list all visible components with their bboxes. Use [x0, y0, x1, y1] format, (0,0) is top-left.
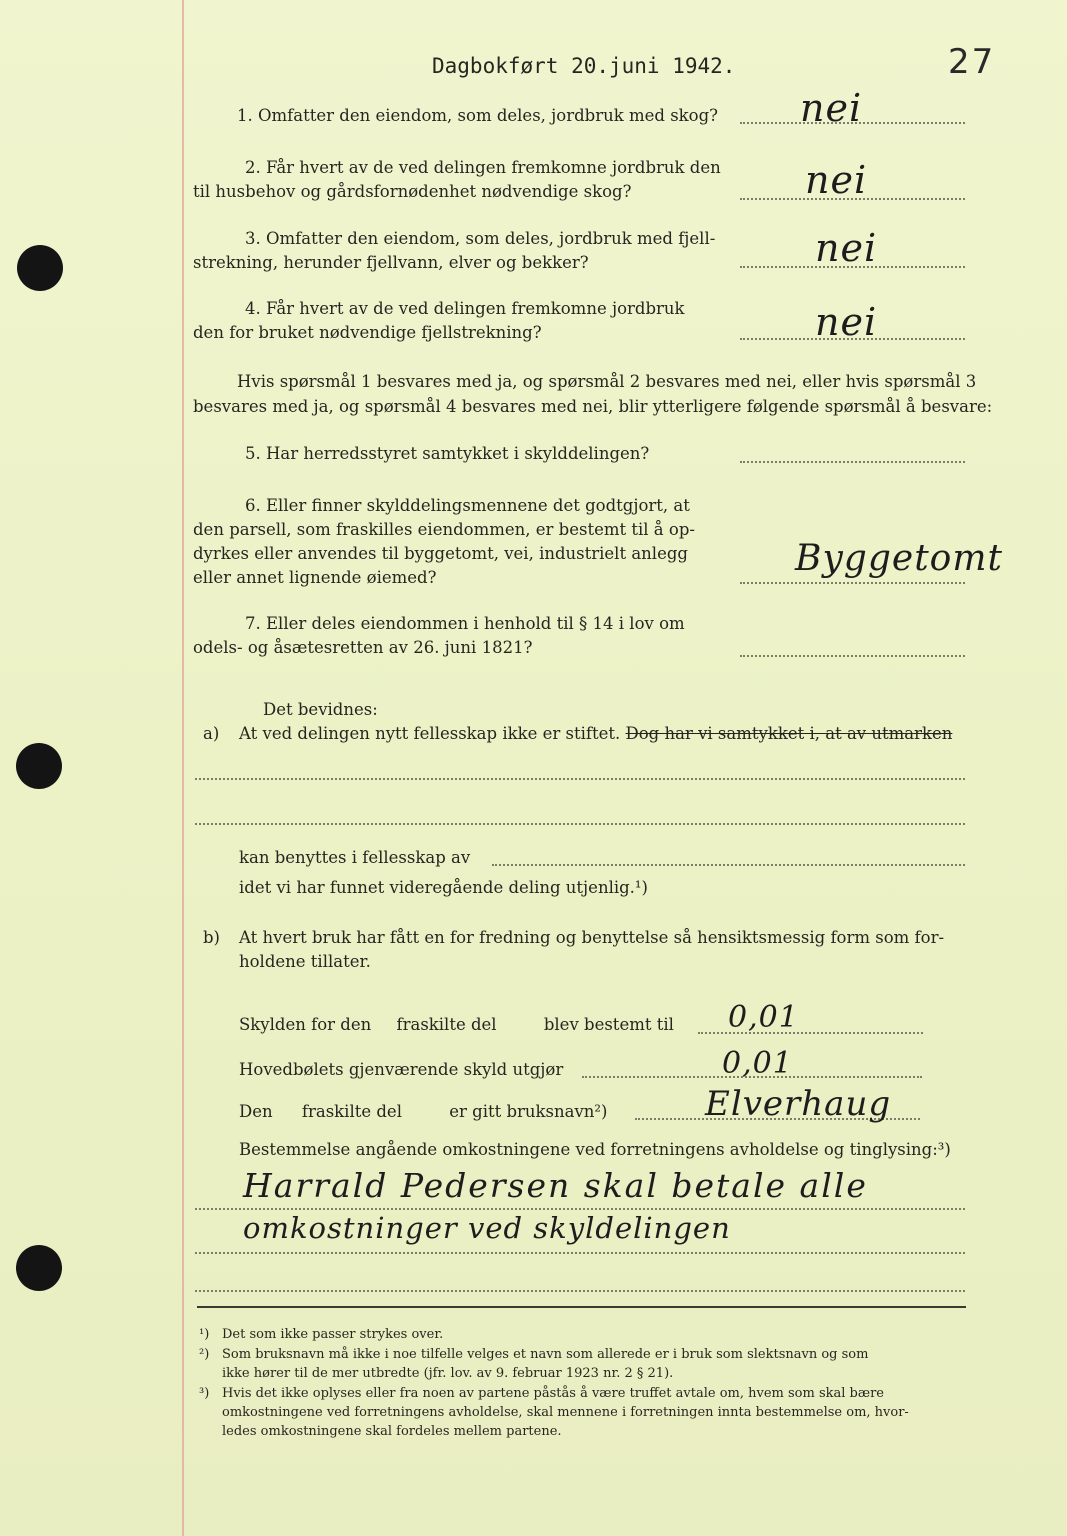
answer-6: Byggetomt — [795, 538, 1003, 579]
attest-b-line-1: At hvert bruk har fått en for fredning og benyttelse så hensiktsmessig form som for- — [239, 928, 945, 947]
margin-line — [182, 0, 184, 1536]
dagbok-stamp: Dagbokført 20.juni 1942. — [432, 54, 736, 78]
hoved-label: Hovedbølets gjenværende skyld utgjør — [239, 1060, 564, 1079]
punch-hole — [17, 245, 63, 291]
answer-line — [740, 582, 965, 584]
question-text: Får hvert av de ved delingen fremkomne jordbruk — [266, 299, 685, 318]
skyld-value: 0,01 — [728, 1000, 799, 1035]
blank-line — [195, 823, 965, 825]
attest-heading: Det bevidnes: — [263, 700, 378, 719]
skyld-label — [239, 1013, 674, 1037]
shared-use-line — [492, 864, 965, 866]
question-5 — [245, 442, 649, 466]
punch-hole — [16, 1245, 62, 1291]
footnote-3-line-3: ledes omkostningene skal fordeles mellem partene. — [222, 1424, 562, 1439]
shared-use-reason: idet vi har funnet videregående deling utjenlig.¹) — [239, 878, 648, 897]
hoved-value: 0,01 — [722, 1046, 793, 1081]
answer-2: nei — [805, 158, 868, 202]
footnote-3-line-1: Hvis det ikke oplyses eller fra noen av partene påstås å være truffet avtale om, hvem som skal bære — [222, 1386, 884, 1401]
question-text: Har herredsstyret samtykket i skylddelingen? — [266, 444, 650, 463]
attest-a-text: At ved delingen nytt fellesskap ikke er stiftet. — [239, 724, 621, 743]
attest-b-label: b) — [203, 928, 220, 947]
question-text: Eller deles eiendommen i henhold til § 14 i lov om — [266, 614, 685, 633]
question-6-line-4: eller annet lignende øiemed? — [193, 568, 437, 587]
question-3 — [245, 227, 715, 251]
shared-use-label: kan benyttes i fellesskap av — [239, 848, 471, 867]
attest-a — [239, 722, 952, 746]
kost-label: Bestemmelse angående omkostningene ved forretningens avholdelse og tinglysing:³) — [239, 1140, 951, 1159]
blank-line — [195, 778, 965, 780]
footnote-rule — [197, 1306, 966, 1308]
kost-line-1: Harrald Pedersen skal betale alle — [243, 1166, 868, 1205]
navn-value: Elverhaug — [705, 1084, 892, 1124]
skyld-label-part: fraskilte del — [396, 1015, 497, 1034]
answer-line — [740, 655, 965, 657]
footnote-3-line-2: omkostningene ved forretningens avholdelse, skal mennene i forretningen innta bestemmelse om, hvor- — [222, 1405, 909, 1420]
condition-line-2: besvares med ja, og spørsmål 4 besvares med nei, blir ytterligere følgende spørsmål å besvare: — [193, 397, 993, 416]
question-7-line-2: odels- og åsætesretten av 26. juni 1821? — [193, 638, 533, 657]
question-number: 4. — [245, 299, 261, 318]
kost-line — [195, 1252, 965, 1254]
question-text: Omfatter den eiendom, som deles, jordbruk med skog? — [258, 106, 719, 125]
question-6-line-2: den parsell, som fraskilles eiendommen, er bestemt til å op- — [193, 520, 695, 539]
footnote-1: Det som ikke passer strykes over. — [222, 1327, 444, 1342]
navn-label-part: fraskilte del — [301, 1102, 402, 1121]
question-number: 6. — [245, 496, 261, 515]
question-2 — [245, 156, 721, 180]
attest-a-struck: Dog har vi samtykket i, at av utmarken — [625, 724, 953, 743]
question-4-line-2: den for bruket nødvendige fjellstrekning? — [193, 323, 542, 342]
question-text: Får hvert av de ved delingen fremkomne jordbruk den — [266, 158, 721, 177]
answer-4: nei — [815, 300, 878, 344]
attest-b-line-2: holdene tillater. — [239, 952, 371, 971]
question-text: Omfatter den eiendom, som deles, jordbruk med fjell- — [266, 229, 716, 248]
footnote-1-mark: ¹) — [199, 1327, 210, 1342]
answer-3: nei — [815, 226, 878, 270]
question-3-line-2: strekning, herunder fjellvann, elver og bekker? — [193, 253, 589, 272]
kost-line — [195, 1290, 965, 1292]
question-1 — [237, 104, 718, 128]
condition-line-1: Hvis spørsmål 1 besvares med ja, og spørsmål 2 besvares med nei, eller hvis spørsmål 3 — [237, 372, 977, 391]
footnote-2-line-2: ikke hører til de mer utbredte (jfr. lov. av 9. februar 1923 nr. 2 § 21). — [222, 1366, 674, 1381]
question-number: 7. — [245, 614, 261, 633]
question-2-line-2: til husbehov og gårdsfornødenhet nødvendige skog? — [193, 182, 632, 201]
question-4 — [245, 297, 685, 321]
question-7 — [245, 612, 685, 636]
navn-label-part: Den — [239, 1102, 273, 1121]
question-number: 5. — [245, 444, 261, 463]
attest-a-label: a) — [203, 724, 220, 743]
question-number: 1. — [237, 106, 253, 125]
kost-line-2: omkostninger ved skyldelingen — [243, 1211, 731, 1245]
navn-label — [239, 1100, 607, 1124]
navn-label-part: er gitt bruksnavn²) — [449, 1102, 608, 1121]
kost-line — [195, 1208, 965, 1210]
question-6 — [245, 494, 690, 518]
question-text: Eller finner skylddelingsmennene det godtgjort, at — [266, 496, 690, 515]
skyld-label-part: blev bestemt til — [543, 1015, 674, 1034]
skyld-label-part: Skylden for den — [239, 1015, 372, 1034]
question-6-line-3: dyrkes eller anvendes til byggetomt, vei, industrielt anlegg — [193, 544, 688, 563]
answer-line — [740, 461, 965, 463]
question-number: 2. — [245, 158, 261, 177]
page-number: 27 — [948, 42, 996, 82]
footnote-3-mark: ³) — [199, 1386, 210, 1401]
answer-1: nei — [800, 86, 863, 130]
footnote-2-line-1: Som bruksnavn må ikke i noe tilfelle velges et navn som allerede er i bruk som slektsnavn og som — [222, 1347, 869, 1362]
punch-hole — [16, 743, 62, 789]
footnote-2-mark: ²) — [199, 1347, 210, 1362]
question-number: 3. — [245, 229, 261, 248]
